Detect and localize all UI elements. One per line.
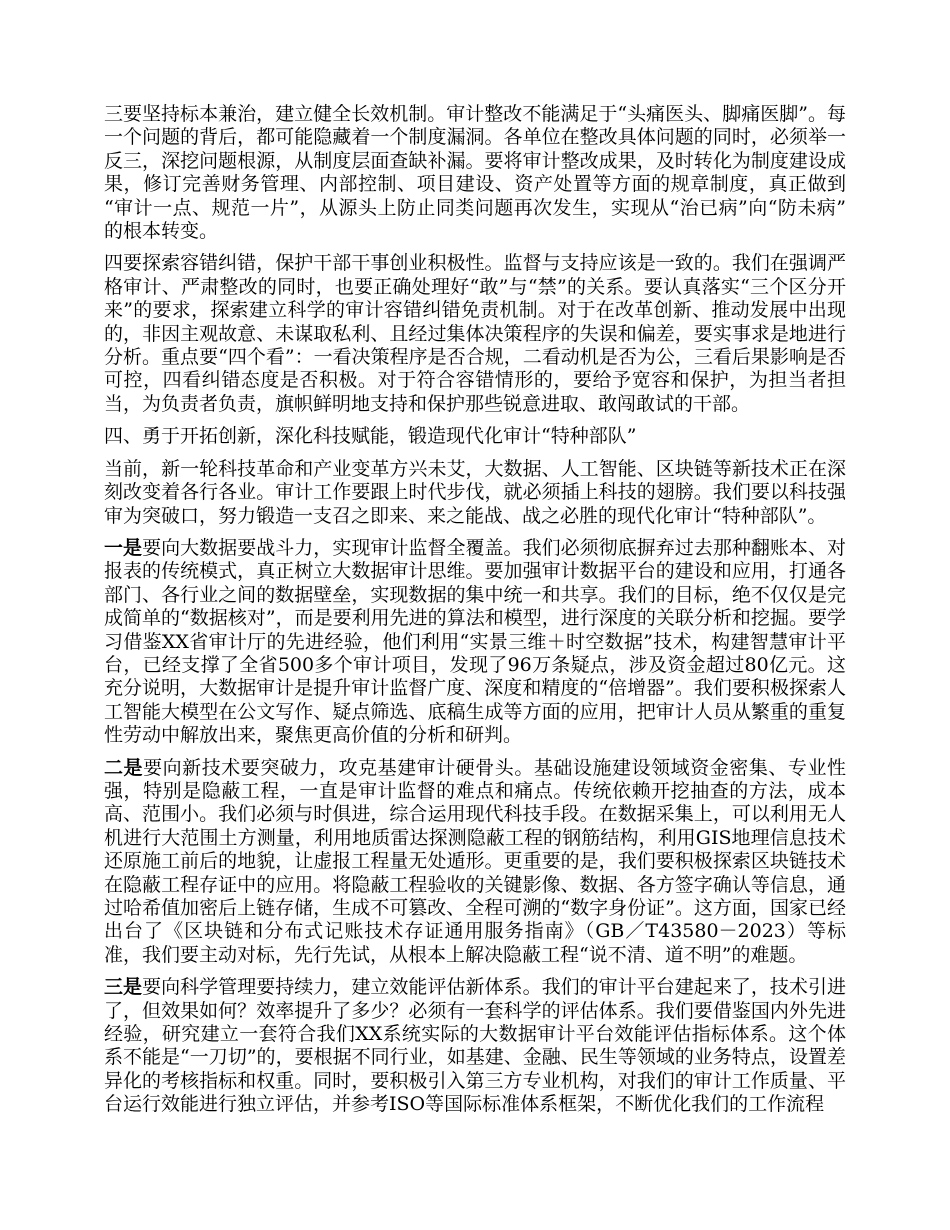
section-heading-four: 四、勇于开拓创新，深化科技赋能，锻造现代化审计“特种部队”: [104, 425, 637, 448]
paragraph-point-two: [104, 757, 846, 968]
paragraph-point-three: [104, 976, 846, 1116]
paragraph-measure-three: 三要坚持标本兼治，建立健全长效机制。审计整改不能满足于“头痛医头、脚痛医脚”。每一个问题的背后，都可能隐藏着一个制度漏洞。各单位在整改具体问题的同时，必须举一反三，深挖问题根源，从制度层面查缺补漏。要将审计整改成果，及时转化为制度建设成果，修订完善财务管理、内部控制、项目建设、资产处置等方面的规章制度，真正做到“审计一点、规范一片”，从源头上防止同类问题再次发生，实现从“治已病”向“防未病”的根本转变。: [104, 103, 846, 243]
bold-lead-three: 三是: [104, 976, 143, 999]
bold-lead-one: 一是: [104, 536, 143, 559]
paragraph-point-one-text: 要向大数据要战斗力，实现审计监督全覆盖。我们必须彻底摒弃过去那种翻账本、对报表的传统模式，真正树立大数据审计思维。要加强审计数据平台的建设和应用，打通各部门、各行业之间的数据壁垒，实现数据的集中统一和共享。我们的目标，绝不仅仅是完成简单的“数据核对”，而是要利用先进的算法和模型，进行深度的关联分析和挖掘。要学习借鉴XX省审计厅的先进经验，他们利用“实景三维＋时空数据”技术，构建智慧审计平台，已经支撑了全省500多个审计项目，发现了96万条疑点，涉及资金超过80亿元。这充分说明，大数据审计是提升审计监督广度、深度和精度的“倍增器”。我们要积极探索人工智能大模型在公文写作、疑点筛选、底稿生成等方面的应用，把审计人员从繁重的重复性劳动中解放出来，聚焦更高价值的分析和研判。: [104, 536, 846, 747]
paragraph-intro-tech: 当前，新一轮科技革命和产业变革方兴未艾，大数据、人工智能、区块链等新技术正在深刻改变着各行各业。审计工作要跟上时代步伐，就必须插上科技的翅膀。我们要以科技强审为突破口，努力锻造一支召之即来、来之能战、战之必胜的现代化审计“特种部队”。: [104, 457, 846, 527]
bold-lead-two: 二是: [104, 756, 144, 779]
document-page: [104, 103, 846, 1126]
paragraph-measure-four: 四要探索容错纠错，保护干部干事创业积极性。监督与支持应该是一致的。我们在强调严格审计、严肃整改的同时，也要正确处理好“敢”与“禁”的关系。要认真落实“三个区分开来”的要求，探索建立科学的审计容错纠错免责机制。对于在改革创新、推动发展中出现的，非因主观故意、未谋取私利、且经过集体决策程序的失误和偏差，要实事求是地进行分析。重点要“四个看”：一看决策程序是否合规，二看动机是否为公，三看后果影响是否可控，四看纠错态度是否积极。对于符合容错情形的，要给予宽容和保护，为担当者担当，为负责者负责，旗帜鲜明地支持和保护那些锐意进取、敢闯敢试的干部。: [104, 252, 846, 415]
paragraph-point-three-text: 要向科学管理要持续力，建立效能评估新体系。我们的审计平台建起来了，技术引进了，但效果如何？效率提升了多少？必须有一套科学的评估体系。我们要借鉴国内外先进经验，研究建立一套符合我们XX系统实际的大数据审计平台效能评估指标体系。这个体系不能是“一刀切”的，要根据不同行业，如基建、金融、民生等领域的业务特点，设置差异化的考核指标和权重。同时，要积极引入第三方专业机构，对我们的审计工作质量、平台运行效能进行独立评估，并参考ISO等国际标准体系框架，不断优化我们的工作流程: [104, 976, 846, 1116]
paragraph-point-two-text: 要向新技术要突破力，攻克基建审计硬骨头。基础设施建设领域资金密集、专业性强，特别是隐蔽工程，一直是审计监督的难点和痛点。传统依赖开挖抽查的方法，成本高、范围小。我们必须与时俱进，综合运用现代科技手段。在数据采集上，可以利用无人机进行大范围土方测量，利用地质雷达探测隐蔽工程的钢筋结构，利用GIS地理信息技术还原施工前后的地貌，让虚报工程量无处遁形。更重要的是，我们要积极探索区块链技术在隐蔽工程存证中的应用。将隐蔽工程验收的关键影像、数据、各方签字确认等信息，通过哈希值加密后上链存储，生成不可篡改、全程可溯的“数字身份证”。这方面，国家已经出台了《区块链和分布式记账技术存证通用服务指南》（GB／T43580－2023）等标准，我们要主动对标，先行先试，从根本上解决隐蔽工程“说不清、道不明”的难题。: [104, 756, 846, 966]
paragraph-point-one: [104, 537, 846, 748]
